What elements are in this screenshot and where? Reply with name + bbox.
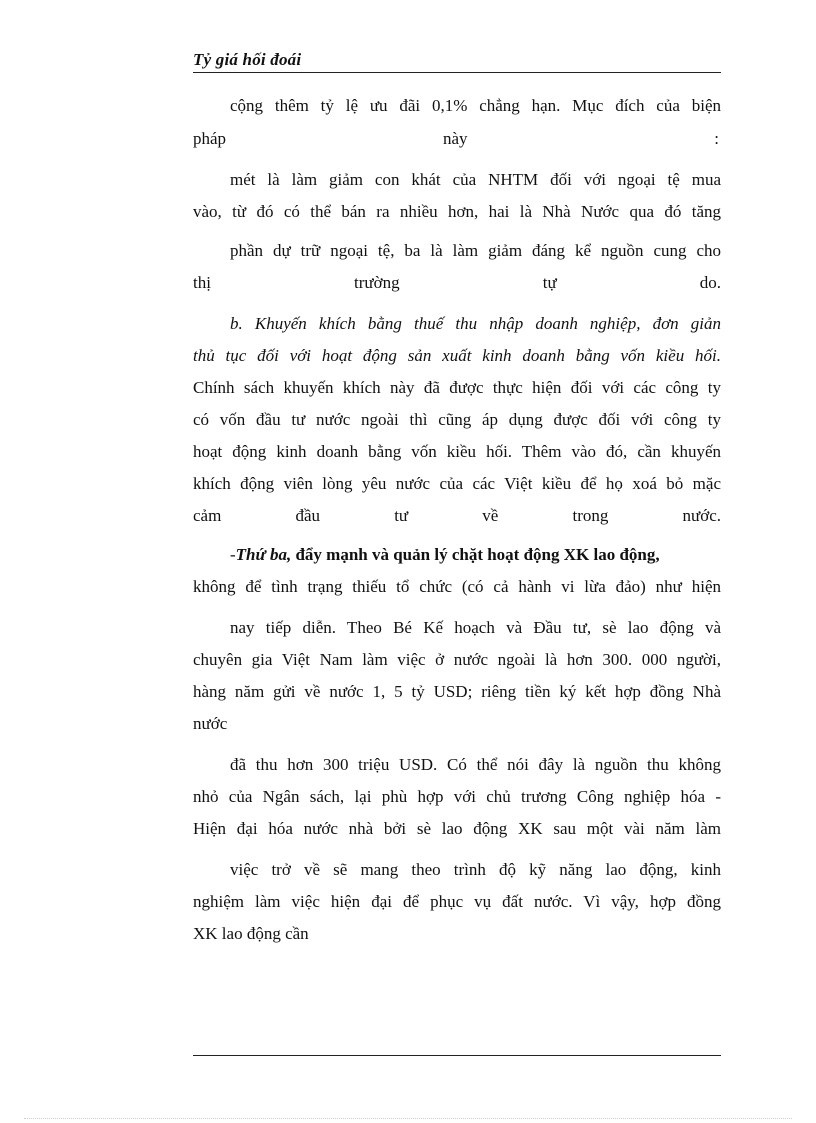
footer-rule [193,1055,721,1056]
text-line: nước [193,714,228,733]
text-line: cộng thêm tỷ lệ ưu đãi 0,1% chẳng hạn. Mục đích của biện [230,96,721,115]
word: trường [354,273,400,292]
text-line: mét là làm giảm con khát của NHTM đối với ngoại tệ mua [230,170,721,189]
text-line: việc trở về sẽ mang theo trình độ kỹ năng lao động, kinh [230,860,721,879]
page-edge [24,1118,792,1119]
header-title: Tỷ giá hối đoái [193,50,302,69]
text-line [193,505,721,527]
word: nước. [682,506,722,525]
word: về [482,506,499,525]
page-header [193,48,721,73]
word: tư [394,506,409,525]
text-line: không để tình trạng thiếu tổ chức (có cả hành vi lừa đảo) như hiện [193,577,721,596]
text-line: thủ tục đối với hoạt động sản xuất kinh doanh bằng vốn kiều hối. [193,346,721,365]
text-line: b. Khuyến khích bằng thuế thu nhập doanh nghiệp, đơn giản [230,314,721,333]
text-line: nhỏ của Ngân sách, lại phù hợp với chủ trương Công nghiệp hóa - [193,787,721,806]
word: do. [699,273,722,292]
text-line: chuyên gia Việt Nam làm việc ở nước ngoài là hơn 300. 000 người, [193,650,721,669]
text-line: hoạt động kinh doanh bằng vốn kiều hối. Thêm vào đó, cần khuyến [193,442,721,461]
word: pháp [193,129,227,148]
word: tự [542,273,557,292]
text-line: nghiệm làm việc hiện đại để phục vụ đất nước. Vì vậy, hợp đồng [193,892,721,911]
word: thị [193,273,211,292]
dash: - [230,545,236,564]
word: cảm [193,506,222,525]
emphasis-bold-italic: Thứ ba, [235,545,292,564]
text-line: khích động viên lòng yêu nước của các Việt kiều để họ xoá bỏ mặc [193,474,721,493]
text-line: phần dự trữ ngoại tệ, ba là làm giảm đáng kể nguồn cung cho [230,241,721,260]
text-line: nay tiếp diễn. Theo Bé Kế hoạch và Đầu tư, sè lao động và [230,618,721,637]
text-line: XK lao động cần [193,924,309,943]
punctuation: , [655,545,660,564]
emphasis-bold: đẩy mạnh và quản lý chặt hoạt động XK lao động [291,545,656,564]
text-line: hàng năm gửi về nước 1, 5 tỷ USD; riêng tiền ký kết hợp đồng Nhà [193,682,721,701]
word: đầu [295,506,321,525]
text-line: vào, từ đó có thể bán ra nhiều hơn, hai là Nhà Nước qua đó tăng [193,202,721,221]
text-line [193,544,721,566]
text-line: đã thu hơn 300 triệu USD. Có thể nói đây là nguồn thu không [230,755,721,774]
word: này [443,129,468,148]
text-line [193,272,721,294]
word: trong [572,506,609,525]
text-line: Hiện đại hóa nước nhà bởi sè lao động XK sau một vài năm làm [193,819,721,838]
word: : [714,129,719,148]
text-line: Chính sách khuyến khích này đã được thực hiện đối với các công ty [193,378,721,397]
text-line: có vốn đầu tư nước ngoài thì cũng áp dụng được đối với công ty [193,410,721,429]
